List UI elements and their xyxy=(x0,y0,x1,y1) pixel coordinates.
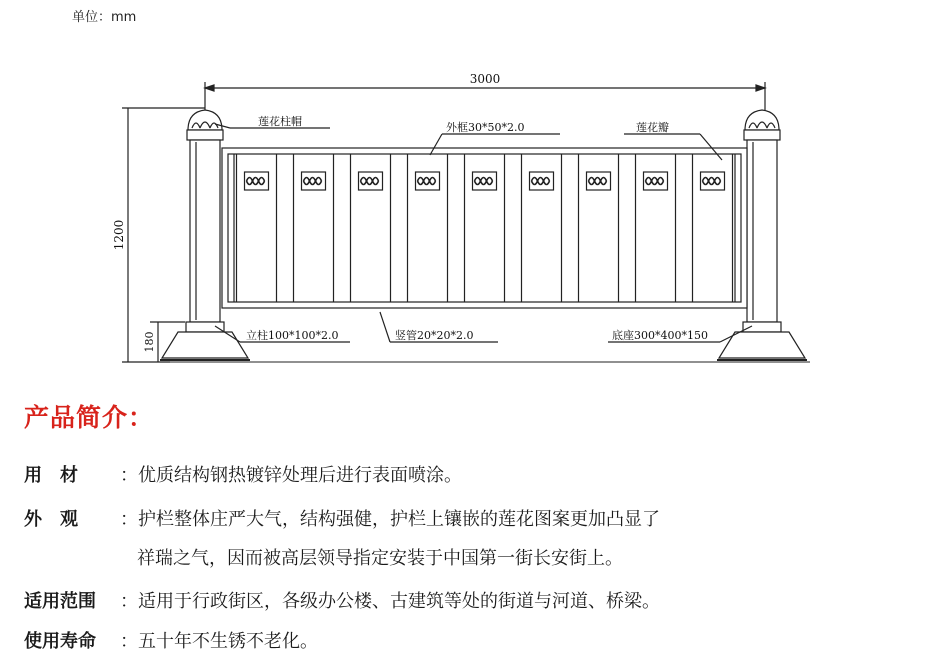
spec-label-scope: 适用范围 xyxy=(24,591,96,612)
label-vertical-tube: 竖管20*20*2.0 xyxy=(395,329,474,342)
spec-text-look-continued: 祥瑞之气，因而被高层领导指定安装于中国第一街长安街上。 xyxy=(137,548,623,569)
spec-colon: ： xyxy=(120,465,138,486)
section-title: 产品简介： xyxy=(24,403,155,432)
unit-label: 单位：mm xyxy=(72,10,137,25)
spec-label-material: 用 材 xyxy=(24,465,78,486)
lotus-panels xyxy=(245,172,725,190)
label-lotus-petal: 莲花瓣 xyxy=(636,121,669,134)
spec-text-look: 护栏整体庄严大气，结构强健，护栏上镶嵌的莲花图案更加凸显了 xyxy=(138,509,660,530)
label-post: 立柱100*100*2.0 xyxy=(246,329,339,342)
dim-height-label: 1200 xyxy=(112,219,126,251)
lotus-panel xyxy=(473,172,497,190)
spec-colon: ： xyxy=(120,509,138,530)
spec-label-look: 外 观 xyxy=(24,509,78,530)
dim-base-label: 180 xyxy=(143,331,156,353)
lotus-panel xyxy=(245,172,269,190)
lotus-panel xyxy=(530,172,554,190)
spec-row-look-continued xyxy=(137,544,623,570)
dim-width-label: 3000 xyxy=(469,72,501,86)
lotus-panel xyxy=(302,172,326,190)
lotus-panel xyxy=(701,172,725,190)
lotus-panel xyxy=(416,172,440,190)
lotus-panel xyxy=(644,172,668,190)
lotus-panel xyxy=(359,172,383,190)
spec-text-scope: 适用于行政街区，各级办公楼、古建筑等处的街道与河道、桥梁。 xyxy=(138,591,660,612)
spec-text-material: 优质结构钢热镀锌处理后进行表面喷涂。 xyxy=(138,465,462,486)
spec-row-life xyxy=(24,627,318,653)
label-outer-frame: 外框30*50*2.0 xyxy=(446,121,525,134)
label-lotus-cap: 莲花柱帽 xyxy=(258,115,302,128)
spec-row-scope xyxy=(24,587,660,613)
spec-text-life: 五十年不生锈不老化。 xyxy=(138,631,318,652)
spec-colon: ： xyxy=(120,631,138,652)
spec-row-material xyxy=(24,461,462,487)
lotus-panel xyxy=(587,172,611,190)
spec-label-life: 使用寿命 xyxy=(24,631,96,652)
spec-row-look xyxy=(24,505,660,531)
label-base: 底座300*400*150 xyxy=(612,329,708,342)
spec-colon: ： xyxy=(120,591,138,612)
